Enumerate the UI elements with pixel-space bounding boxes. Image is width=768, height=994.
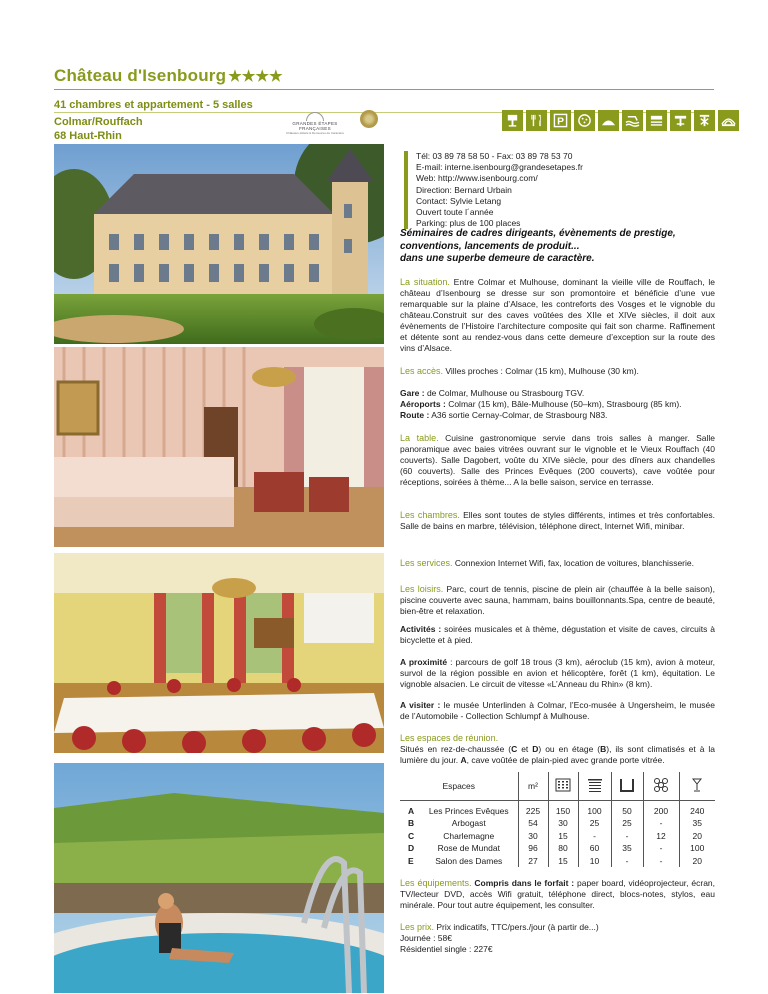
location-city: Colmar/Rouffach	[54, 116, 143, 128]
route-text: A36 sortie Cernay-Colmar, de Strasbourg N83.	[431, 410, 608, 420]
table-header	[400, 772, 715, 800]
section-table	[400, 433, 715, 488]
spa-icon	[646, 110, 667, 131]
row-m2: 54	[518, 817, 548, 830]
pool-icon	[622, 110, 643, 131]
aeroports-label: Aéroports :	[400, 399, 446, 409]
garden-icon	[670, 110, 691, 131]
row-letter: C	[408, 830, 415, 841]
row-classroom: 25	[578, 817, 611, 830]
situation-text: Entre Colmar et Mulhouse, dominant la vieille ville de Rouffach, le château d’Isenbourg se dresse sur son promontoire et bénéficie d’une vue remarquable sur la plaine d’Alsace, les contreforts des Vosges et le vignoble du château.Construit sur des caves voûtées des XIIe et XIVe siècles, il doit aux évènements de l’Histoire l’architecture composite qui fait son charme. Raffinement et détente sont au rendez-vous dans cette demeure d’exception sur la route des vins d’Alsace.	[400, 277, 715, 353]
row-theatre: 30	[548, 817, 578, 830]
section-acces	[400, 366, 715, 377]
hotel-name: Château d'Isenbourg	[54, 66, 227, 85]
tagline-line1: Séminaires de cadres dirigeants, évènements de prestige,	[400, 228, 676, 239]
section-visiter	[400, 700, 715, 722]
row-u-shape: -	[611, 830, 643, 843]
situation-heading: La situation.	[400, 277, 450, 287]
cocktail-icon	[679, 772, 715, 800]
prix-residentiel: Résidentiel single : 227€	[400, 944, 493, 954]
star-rating: ★★★★	[228, 68, 283, 85]
row-classroom: 100	[578, 800, 611, 817]
row-theatre: 150	[548, 800, 578, 817]
equip-heading: Les équipements.	[400, 878, 472, 888]
contact-web[interactable]: Web: http://www.isenbourg.com/	[416, 173, 538, 184]
row-theatre: 15	[548, 830, 578, 843]
svg-text:P: P	[557, 116, 564, 128]
visiter-label: A visiter :	[400, 700, 441, 710]
classroom-icon	[578, 772, 611, 800]
meeting-rooms-table	[400, 772, 715, 867]
row-classroom: -	[578, 830, 611, 843]
row-banquet: -	[643, 817, 679, 830]
contact-block	[404, 151, 583, 229]
row-name: Salon des Dames	[435, 855, 503, 866]
wifi-icon	[718, 110, 739, 131]
rooms-summary: 41 chambres et appartement - 5 salles	[54, 99, 253, 111]
row-u-shape: -	[611, 855, 643, 868]
row-m2: 225	[518, 800, 548, 817]
contact-direction: Direction: Bernard Urbain	[416, 184, 512, 195]
table-row	[400, 817, 715, 830]
chambres-text: Elles sont toutes de styles différents, intimes et très confortables. Salle de bains en marbre, télévision, téléphone direct, Internet Wifi, minibar.	[400, 510, 715, 531]
location	[54, 115, 143, 143]
contact-open: Ouvert toute l´année	[416, 207, 494, 218]
spa-pool-photo	[54, 763, 384, 993]
parking-icon	[550, 110, 571, 131]
section-loisirs	[400, 584, 715, 617]
proximite-label: A proximité	[400, 657, 448, 667]
section-equipements	[400, 878, 715, 911]
banquet-icon	[643, 772, 679, 800]
visiter-text: le musée Unterlinden à Colmar, l’Eco-musée à Ungersheim, le musée de l’Automobile - Collection Schlumpf à Mulhouse.	[400, 700, 715, 721]
row-u-shape: 25	[611, 817, 643, 830]
row-cocktail: 20	[679, 830, 715, 843]
reunion-text-et: et	[517, 744, 533, 754]
reunion-letter-b: B	[600, 744, 607, 754]
prix-text: Prix indicatifs, TTC/pers./jour (à partir de...)	[436, 922, 599, 932]
row-letter: B	[408, 818, 415, 829]
table-row	[400, 855, 715, 868]
col-m2: m²	[518, 772, 548, 800]
route-label: Route :	[400, 410, 430, 420]
tagline-line3: dans une superbe demeure de caractère.	[400, 253, 595, 264]
row-u-shape: 50	[611, 800, 643, 817]
loisirs-text: Parc, court de tennis, piscine de plein air (chauffée à la belle saison), piscine couverte avec sauna, hammam, bains bouillonnants.Spa, centre de beauté, bien-être et relaxation.	[400, 584, 715, 616]
chambres-heading: Les chambres.	[400, 510, 460, 520]
horse-icon	[694, 110, 715, 131]
contact-email[interactable]: E-mail: interne.isenbourg@grandesetapes.fr	[416, 162, 583, 173]
aeroports-text: Colmar (15 km), Bâle-Mulhouse (50–km), Strasbourg (85 km).	[448, 399, 682, 409]
section-situation	[400, 277, 715, 354]
reunion-text-1: Situés en rez-de-chaussée (	[400, 744, 512, 754]
page-title	[54, 66, 283, 86]
golf-icon	[574, 110, 595, 131]
section-chambres	[400, 510, 715, 532]
section-reunion	[400, 733, 715, 766]
gare-label: Gare :	[400, 388, 425, 398]
proximite-text: : parcours de golf 18 trous (3 km), aéroclub (15 km), avion à moteur, survol de la région possible en avion et hélicoptère, forêt (1 km), équitation. Le vignoble alsacien. Le circuit de vitesse «L’Anneau du Rhin» (8 km).	[400, 657, 715, 689]
loisirs-heading: Les loisirs.	[400, 584, 444, 594]
row-theatre: 15	[548, 855, 578, 868]
table-heading: La table.	[400, 433, 439, 443]
reunion-letter-c: C	[511, 744, 518, 754]
amenity-icons	[502, 110, 739, 134]
bedroom-photo	[54, 347, 384, 547]
row-letter: D	[408, 843, 415, 854]
meeting-room-photo	[54, 553, 384, 753]
contact-person: Contact: Sylvie Letang	[416, 195, 502, 206]
u-shape-icon	[611, 772, 643, 800]
title-divider	[54, 89, 714, 90]
acces-heading: Les accès.	[400, 366, 444, 376]
section-proximite	[400, 657, 715, 690]
row-theatre: 80	[548, 842, 578, 855]
reunion-text-2: ) ou en étage (	[538, 744, 601, 754]
row-name: Arbogast	[451, 818, 486, 829]
row-name: Les Princes Evêques	[428, 805, 509, 816]
row-name: Charlemagne	[443, 830, 495, 841]
restaurant-icon	[526, 110, 547, 131]
prix-journee: Journée : 58€	[400, 933, 452, 943]
tagline	[400, 228, 700, 266]
seminar-icon	[502, 110, 523, 131]
equip-text: paper board, vidéoprojecteur, écran, TV/lecteur DVD, accès Wifi gratuit, téléphone direct, blocs-notes, stylos, eau minérale. Pour tout autre équipement, les consulter.	[400, 878, 716, 910]
tennis-icon	[598, 110, 619, 131]
reunion-text-3: ), ils sont climatisés et à la lumière du jour.	[400, 744, 716, 765]
activites-label: Activités :	[400, 624, 442, 634]
location-region: 68 Haut-Rhin	[54, 130, 122, 142]
row-cocktail: 35	[679, 817, 715, 830]
section-transport	[400, 388, 715, 421]
row-letter: A	[408, 805, 415, 816]
row-banquet: 200	[643, 800, 679, 817]
row-cocktail: 240	[679, 800, 715, 817]
table-row	[400, 830, 715, 843]
table-text: Cuisine gastronomique servie dans trois salles à manger. Salle panoramique avec baies vitrées ouvrant sur le vignoble et le Vieux Rouffach (40 couverts). Salle Dagobert, voûte du XIVe siècle, pour des dîners aux chandelles (60 couverts). Salle des Princes Evêques (200 couverts), cave voûtée pour réceptions, soirées à thème... A la belle saison, service en terrasse.	[400, 433, 715, 487]
reunion-letter-d: D	[532, 744, 539, 754]
logo-subtext: Châteaux-Hôtels & Demeures de Caractère	[285, 131, 345, 135]
section-services	[400, 558, 715, 569]
row-banquet: -	[643, 842, 679, 855]
equip-label: Compris dans le forfait :	[474, 878, 575, 888]
row-u-shape: 35	[611, 842, 643, 855]
tagline-line2: conventions, lancements de produit...	[400, 240, 580, 252]
services-heading: Les services.	[400, 558, 453, 568]
row-m2: 96	[518, 842, 548, 855]
services-text: Connexion Internet Wifi, fax, location de voitures, blanchisserie.	[454, 558, 694, 568]
table-row	[400, 842, 715, 855]
gare-text: de Colmar, Mulhouse ou Strasbourg TGV.	[426, 388, 585, 398]
row-classroom: 60	[578, 842, 611, 855]
row-banquet: -	[643, 855, 679, 868]
contact-phone: Tél: 03 89 78 58 50 - Fax: 03 89 78 53 70	[416, 151, 573, 161]
quality-seal-logo	[358, 110, 380, 138]
logo-text: GRANDES ÉTAPES FRANÇAISES	[292, 121, 338, 131]
row-cocktail: 20	[679, 855, 715, 868]
chateau-exterior-photo	[54, 144, 384, 344]
section-activites	[400, 624, 715, 646]
row-name: Rose de Mundat	[437, 843, 500, 854]
section-prix	[400, 922, 715, 955]
row-m2: 30	[518, 830, 548, 843]
acces-text: Villes proches : Colmar (15 km), Mulhouse (30 km).	[445, 366, 639, 376]
prix-heading: Les prix.	[400, 922, 435, 932]
theatre-icon	[548, 772, 578, 800]
row-banquet: 12	[643, 830, 679, 843]
grandes-etapes-logo	[280, 112, 350, 142]
activites-text: soirées musicales et à thème, dégustation et visite de caves, circuits à bicyclette et à pied.	[400, 624, 715, 645]
col-espaces: Espaces	[400, 772, 518, 800]
row-m2: 27	[518, 855, 548, 868]
row-classroom: 10	[578, 855, 611, 868]
reunion-heading: Les espaces de réunion.	[400, 733, 499, 743]
row-letter: E	[408, 855, 414, 866]
row-cocktail: 100	[679, 842, 715, 855]
table-row	[400, 800, 715, 817]
reunion-letter-a: A	[460, 755, 467, 765]
reunion-text-4: , cave voûtée de plain-pied avec grande porte vitrée.	[466, 755, 665, 765]
contact-parking: Parking: plus de 100 places	[416, 218, 521, 229]
